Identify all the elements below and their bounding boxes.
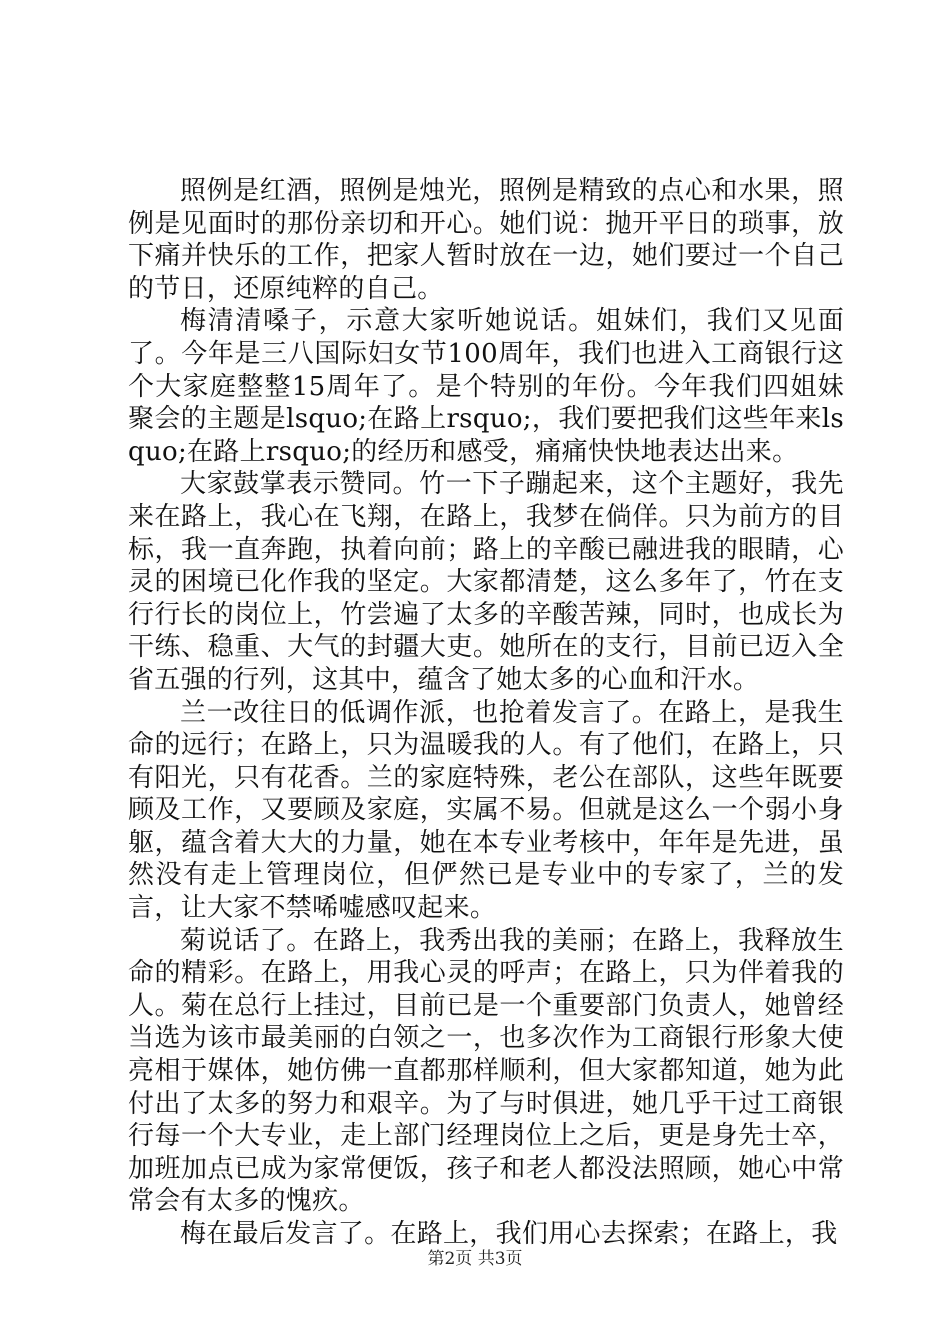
- paragraph-2: 梅清清嗓子，示意大家听她说话。姐妹们，我们又见面了。今年是三八国际妇女节100周年，我们也进入工商银行这个大家庭整整15周年了。是个特别的年份。今年我们四姐妹聚会的主题是lsquo;在路上rsquo;，我们要把我们这些年来lsquo;在路上rsquo;的经历和感受，痛痛快快地表达出来。: [128, 306, 844, 467]
- paragraph-1: 照例是红酒，照例是烛光，照例是精致的点心和水果，照例是见面时的那份亲切和开心。她们说：抛开平日的琐事，放下痛并快乐的工作，把家人暂时放在一边，她们要过一个自己的节日，还原纯粹的自己。: [128, 176, 844, 304]
- paragraph-5: 菊说话了。在路上，我秀出我的美丽；在路上，我释放生命的精彩。在路上，用我心灵的呼声；在路上，只为伴着我的人。菊在总行上挂过，目前已是一个重要部门负责人，她曾经当选为该市最美丽的白领之一，也多次作为工商银行形象大使亮相于媒体，她仿佛一直都那样顺利，但大家都知道，她为此付出了太多的努力和艰辛。为了与时俱进，她几乎干过工商银行每一个大专业，走上部门经理岗位上之后，更是身先士卒，加班加点已成为家常便饭，孩子和老人都没法照顾，她心中常常会有太多的愧疚。: [128, 925, 844, 1217]
- paragraph-6: 梅在最后发言了。在路上，我们用心去探索；在路上，我: [180, 1219, 838, 1249]
- page-footer: 第2页 共3页: [427, 1249, 523, 1269]
- paragraph-4: 兰一改往日的低调作派，也抢着发言了。在路上，是我生命的远行；在路上，只为温暖我的人。有了他们，在路上，只有阳光，只有花香。兰的家庭特殊，老公在部队，这些年既要顾及工作，又要顾及家庭，实属不易。但就是这么一个弱小身躯，蕴含着大大的力量，她在本专业考核中，年年是先进，虽然没有走上管理岗位，但俨然已是专业中的专家了，兰的发言，让大家不禁唏嘘感叹起来。: [128, 697, 844, 924]
- paragraph-3: 大家鼓掌表示赞同。竹一下子蹦起来，这个主题好，我先来在路上，我心在飞翔，在路上，我梦在倘佯。只为前方的目标，我一直奔跑，执着向前；路上的辛酸已融进我的眼睛，心灵的困境已化作我的坚定。大家都清楚，这么多年了，竹在支行行长的岗位上，竹尝遍了太多的辛酸苦辣，同时，也成长为干练、稳重、大气的封疆大吏。她所在的支行，目前已迈入全省五强的行列，这其中，蕴含了她太多的心血和汗水。: [128, 469, 844, 695]
- document-body: [128, 175, 844, 1251]
